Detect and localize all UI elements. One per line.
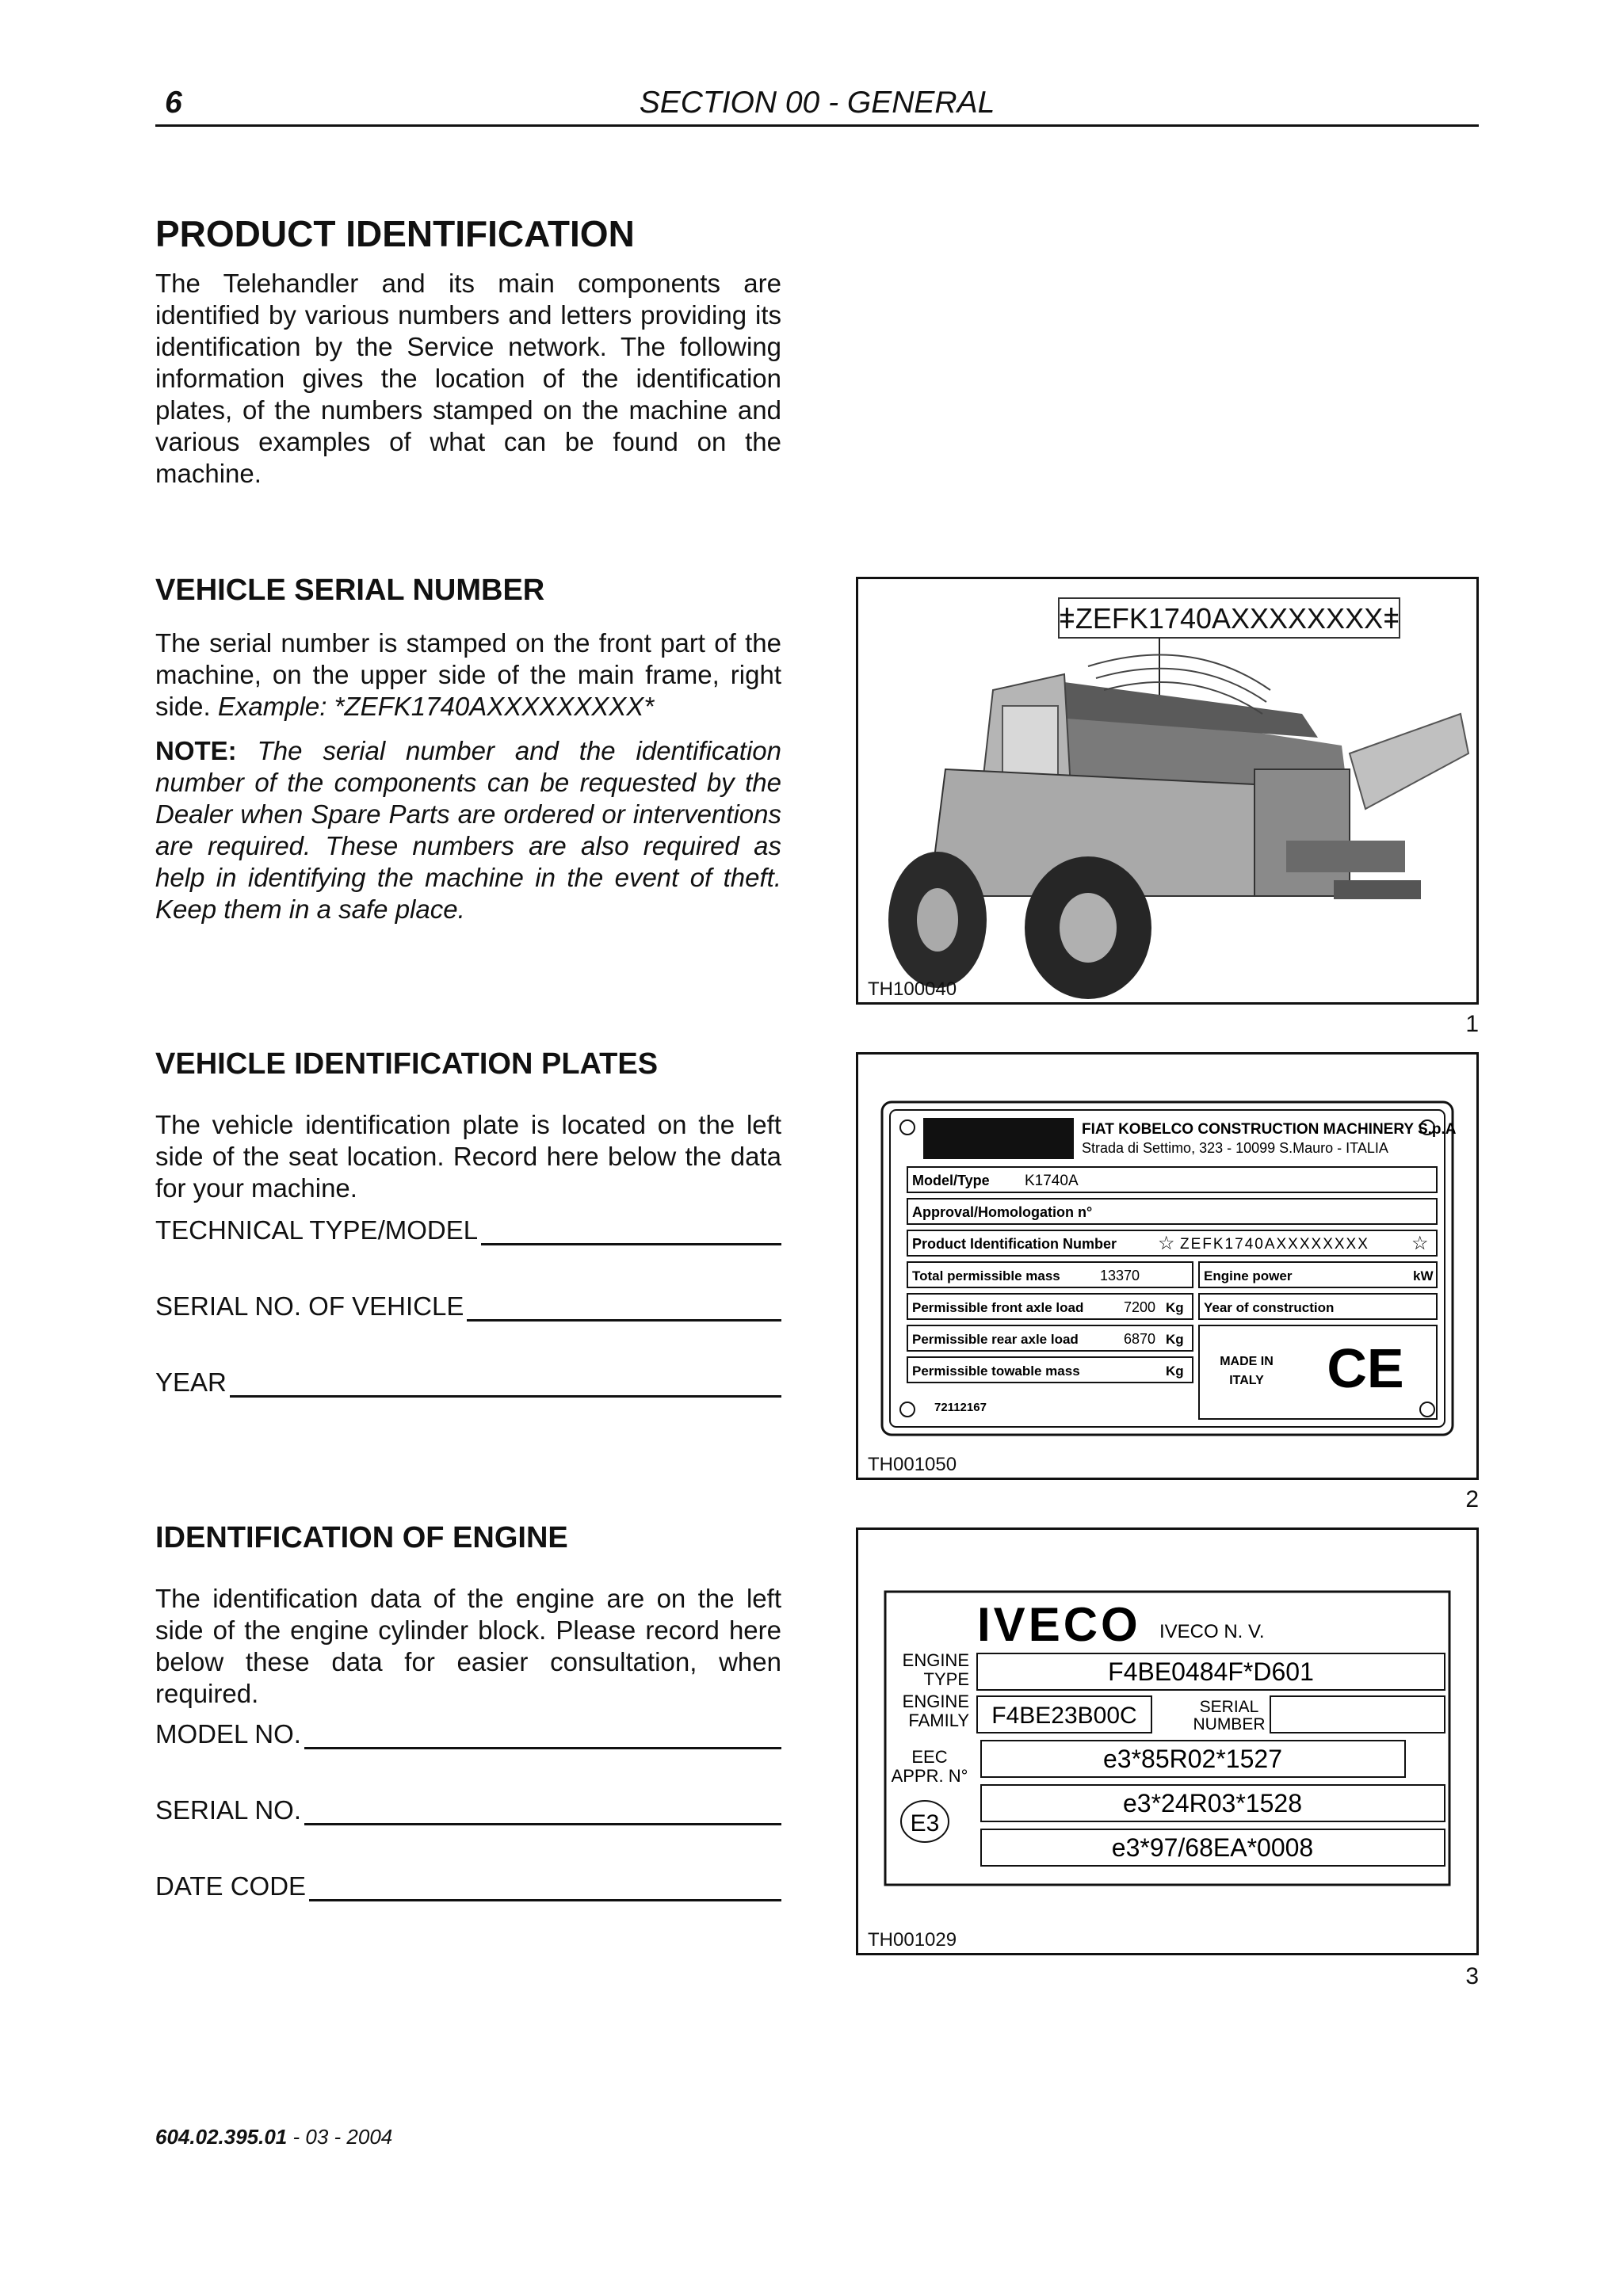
svg-text:Engine power: Engine power (1204, 1268, 1293, 1283)
svg-text:Approval/Homologation n°: Approval/Homologation n° (912, 1204, 1093, 1220)
figure-3-number: 3 (1465, 1963, 1479, 1989)
svg-text:NUMBER: NUMBER (1193, 1715, 1266, 1733)
telehandler-illustration (858, 579, 1476, 1002)
svg-text:ENGINE: ENGINE (902, 1691, 969, 1711)
vehicle-plate-illustration (858, 1055, 1476, 1478)
svg-text:7200: 7200 (1124, 1299, 1156, 1315)
engine-identification-heading: IDENTIFICATION OF ENGINE (155, 1521, 568, 1554)
svg-text:e3*24R03*1528: e3*24R03*1528 (1123, 1789, 1302, 1817)
svg-text:☆: ☆ (1158, 1233, 1175, 1254)
vehicle-plates-heading: VEHICLE IDENTIFICATION PLATES (155, 1047, 659, 1081)
svg-text:F4BE23B00C: F4BE23B00C (991, 1703, 1137, 1729)
engine-model-field[interactable]: MODEL NO. (155, 1713, 781, 1749)
page-number: 6 (165, 86, 182, 120)
svg-text:ENGINE: ENGINE (902, 1650, 969, 1670)
engine-serial-field[interactable]: SERIAL NO. (155, 1789, 781, 1825)
page-footer (155, 2125, 392, 2149)
svg-text:FIAT KOBELCO CONSTRUCTION MACH: FIAT KOBELCO CONSTRUCTION MACHINERY S.p.A (1082, 1121, 1457, 1138)
svg-text:Product Identification Number: Product Identification Number (912, 1236, 1117, 1252)
year-field[interactable]: YEAR (155, 1361, 781, 1398)
svg-text:FAMILY: FAMILY (908, 1711, 969, 1730)
svg-text:Kg: Kg (1166, 1332, 1184, 1347)
page-header (155, 82, 1479, 127)
note-text: The serial number and the identification number of the components can be requested by the Dealer when Spare Parts are ordered or interventions are required. These numbers are also required as help in identifying the machine in the event of theft. Keep them in a safe place. (155, 736, 781, 924)
engine-plate-illustration (858, 1530, 1476, 1953)
svg-text:Total permissible mass: Total permissible mass (912, 1268, 1060, 1283)
fk-logo (923, 1118, 1074, 1159)
svg-text:Permissible towable mass: Permissible towable mass (912, 1363, 1080, 1379)
svg-text:72112167: 72112167 (934, 1401, 987, 1414)
vehicle-plates-text: The vehicle identification plate is located on the left side of the seat location. Record here below the data for your machine. (155, 1110, 781, 1203)
svg-text:e3*85R02*1527: e3*85R02*1527 (1103, 1745, 1282, 1773)
svg-text:Strada di Settimo, 323 - 10099: Strada di Settimo, 323 - 10099 S.Mauro - ITALIA (1082, 1140, 1388, 1156)
figure-2-number: 2 (1465, 1486, 1479, 1512)
svg-text:E3: E3 (910, 1810, 940, 1836)
figure-vehicle-plate (856, 1052, 1479, 1480)
figure-3-code: TH001029 (868, 1929, 957, 1951)
doc-date: - 03 - 2004 (292, 2125, 393, 2149)
product-identification-text: The Telehandler and its main components are identified by various numbers and letters providing its identification by the Service network. The following information gives the location of the identification plates, of the numbers stamped on the machine and various examples of what can be found on the machine. (155, 269, 781, 488)
svg-text:Permissible rear axle load: Permissible rear axle load (912, 1332, 1079, 1347)
serial-description: The serial number is stamped on the front part of the machine, on the upper side of the main frame, right side. (155, 628, 781, 721)
engine-identification-text: The identification data of the engine are on the left side of the engine cylinder block. Please record here below these data for easier consultation, when required. (155, 1584, 781, 1708)
svg-text:SERIAL: SERIAL (1199, 1698, 1259, 1716)
svg-text:Kg: Kg (1166, 1300, 1184, 1315)
technical-type-field[interactable]: TECHNICAL TYPE/MODEL (155, 1209, 781, 1245)
svg-text:13370: 13370 (1100, 1268, 1140, 1283)
figure-2-code: TH001050 (868, 1454, 957, 1475)
svg-text:Kg: Kg (1166, 1363, 1184, 1379)
svg-text:IVECO N. V.: IVECO N. V. (1159, 1621, 1265, 1642)
figure-engine-plate (856, 1527, 1479, 1955)
svg-text:APPR. N°: APPR. N° (891, 1766, 968, 1786)
svg-text:kW: kW (1413, 1268, 1434, 1283)
svg-text:K1740A: K1740A (1025, 1173, 1079, 1189)
svg-text:Permissible front axle load: Permissible front axle load (912, 1300, 1084, 1315)
note-label: NOTE: (155, 736, 237, 765)
figure-1-code: TH100040 (868, 978, 957, 1000)
svg-text:EEC: EEC (911, 1747, 948, 1767)
serial-stamp-text: ǂZEFK1740AXXXXXXXXǂ (1058, 602, 1400, 635)
serial-vehicle-field[interactable]: SERIAL NO. OF VEHICLE (155, 1285, 781, 1322)
svg-text:e3*97/68EA*0008: e3*97/68EA*0008 (1111, 1833, 1314, 1862)
doc-number: 604.02.395.01 (155, 2125, 288, 2149)
svg-text:F4BE0484F*D601: F4BE0484F*D601 (1108, 1657, 1314, 1686)
svg-text:MADE IN: MADE IN (1220, 1355, 1274, 1368)
ce-mark: CE (1327, 1337, 1404, 1399)
product-identification-heading: PRODUCT IDENTIFICATION (155, 213, 635, 254)
iveco-logo: IVECO (977, 1598, 1141, 1651)
serial-example: Example: *ZEFK1740AXXXXXXXXX* (217, 692, 655, 721)
svg-text:Model/Type: Model/Type (912, 1173, 990, 1188)
svg-text:ZEFK1740AXXXXXXXX: ZEFK1740AXXXXXXXX (1180, 1236, 1369, 1253)
vehicle-serial-text (155, 627, 781, 723)
svg-text:Year of construction: Year of construction (1204, 1300, 1335, 1315)
svg-text:ITALY: ITALY (1229, 1374, 1264, 1387)
figure-telehandler (856, 577, 1479, 1005)
svg-text:☆: ☆ (1411, 1233, 1429, 1254)
figure-1-number: 1 (1465, 1011, 1479, 1037)
section-title: SECTION 00 - GENERAL (639, 86, 995, 120)
serial-note (155, 735, 781, 925)
engine-date-code-field[interactable]: DATE CODE (155, 1865, 781, 1901)
svg-text:TYPE: TYPE (923, 1669, 969, 1689)
svg-text:6870: 6870 (1124, 1331, 1156, 1347)
vehicle-serial-heading: VEHICLE SERIAL NUMBER (155, 574, 545, 607)
